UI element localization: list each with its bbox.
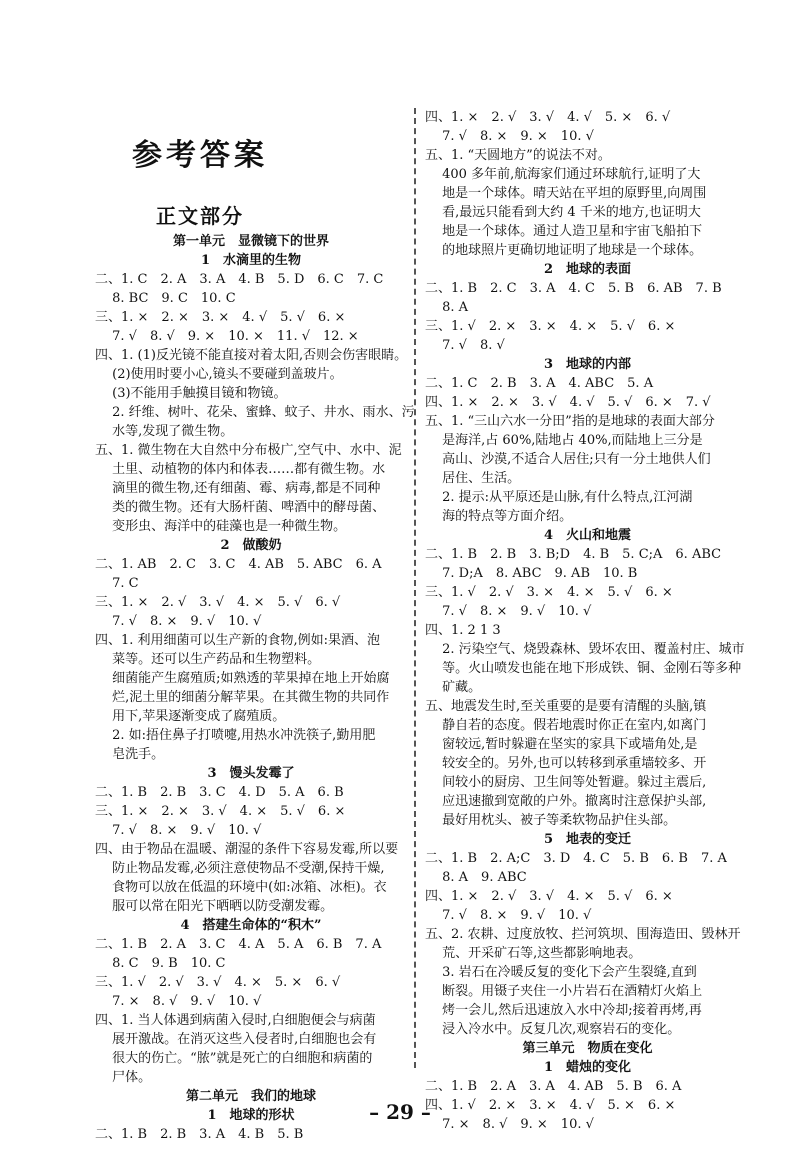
answer-line: 四、1. 利用细菌可以生产新的食物,例如:果酒、泡 bbox=[95, 633, 381, 648]
answer-line: 7. D;A 8. ABC 9. AB 10. B bbox=[425, 566, 638, 581]
answer-line: 2. 纤维、树叶、花朵、蜜蜂、蚊子、井水、雨水、污 bbox=[95, 405, 415, 420]
answer-line: 用下,苹果逐渐变成了腐殖质。 bbox=[95, 709, 286, 724]
answer-line: 间较小的厨房、卫生间等处暂避。躲过主震后, bbox=[425, 775, 707, 790]
answer-line: 皂洗手。 bbox=[95, 747, 165, 762]
answer-line: 高山、沙漠,不适合人居住;只有一分土地供人们 bbox=[425, 452, 711, 467]
answer-line: 7. × 8. √ 9. √ 10. √ bbox=[95, 994, 262, 1009]
answer-line: 二、1. B 2. B 3. A 4. B 5. B bbox=[95, 1127, 304, 1142]
page-title: 参考答案 bbox=[132, 138, 268, 173]
answer-line: 四、1. (1)反光镜不能直接对着太阳,否则会伤害眼睛。 bbox=[95, 348, 408, 363]
answer-line: 三、1. √ 2. √ 3. × 4. × 5. √ 6. × bbox=[425, 585, 673, 600]
lesson-heading: 1 水滴里的生物 bbox=[200, 253, 302, 268]
answer-line: (3)不能用手触摸目镜和物镜。 bbox=[95, 386, 287, 401]
answer-line: 防止物品发霉,必须注意使物品不受潮,保持干燥, bbox=[95, 861, 385, 876]
lesson-heading: 4 火山和地震 bbox=[543, 528, 632, 543]
right-column bbox=[425, 108, 750, 1134]
answer-line: 土里、动植物的体内和体表……都有微生物。水 bbox=[95, 462, 386, 477]
answer-line: 二、1. B 2. A 3. A 4. AB 5. B 6. A bbox=[425, 1079, 682, 1094]
answer-line: 三、1. × 2. × 3. × 4. √ 5. √ 6. × bbox=[95, 310, 346, 325]
lesson-heading: 5 地表的变迁 bbox=[543, 832, 632, 847]
answer-line: 矿藏。 bbox=[425, 680, 482, 695]
answer-line: 应迅速撤到宽敞的户外。撤离时注意保护头部, bbox=[425, 794, 707, 809]
answer-line: (2)使用时要小心,镜头不要碰到盖玻片。 bbox=[95, 367, 343, 382]
lesson-heading: 2 地球的表面 bbox=[543, 262, 632, 277]
answer-line: 四、由于物品在温暖、潮湿的条件下容易发霉,所以要 bbox=[95, 842, 399, 857]
answer-line: 2. 提示:从平原还是山脉,有什么特点,江河湖 bbox=[425, 490, 693, 505]
answer-line: 是海洋,占 60%,陆地占 40%,而陆地上三分是 bbox=[425, 433, 703, 448]
answer-line: 滴里的微生物,还有细菌、霉、病毒,都是不同种 bbox=[95, 481, 381, 496]
lesson-heading: 1 蜡烛的变化 bbox=[543, 1060, 632, 1075]
unit-heading: 第三单元 物质在变化 bbox=[522, 1041, 653, 1056]
answer-line: 7. √ 8. × 9. × 10. √ bbox=[425, 129, 594, 144]
answer-line: 服可以常在阳光下晒晒以防受潮发霉。 bbox=[95, 899, 334, 914]
column-divider bbox=[414, 108, 416, 1068]
answer-line: 8. A bbox=[425, 300, 469, 315]
lesson-heading: 2 做酸奶 bbox=[220, 538, 282, 553]
answer-line: 三、1. × 2. √ 3. √ 4. × 5. √ 6. √ bbox=[95, 595, 341, 610]
unit-heading: 第二单元 我们的地球 bbox=[185, 1089, 316, 1104]
answer-line: 二、1. B 2. B 3. B;D 4. B 5. C;A 6. ABC bbox=[425, 547, 722, 562]
answer-line: 变形虫、海洋中的硅藻也是一种微生物。 bbox=[95, 519, 347, 534]
answer-line: 最好用枕头、被子等柔软物品护住头部。 bbox=[425, 813, 677, 828]
answer-line: 等。火山喷发也能在地下形成铁、铜、金刚石等多种 bbox=[425, 661, 742, 676]
answer-line: 二、1. AB 2. C 3. C 4. AB 5. ABC 6. A bbox=[95, 557, 382, 572]
answer-line: 3. 岩石在冷暖反复的变化下会产生裂缝,直到 bbox=[425, 965, 697, 980]
answer-line: 三、1. √ 2. × 3. × 4. × 5. √ 6. × bbox=[425, 319, 676, 334]
answer-line: 二、1. C 2. B 3. A 4. ABC 5. A bbox=[425, 376, 654, 391]
answer-line: 看,最远只能看到大约 4 千米的地方,也证明大 bbox=[425, 205, 701, 220]
answer-line: 二、1. B 2. B 3. C 4. D 5. A 6. B bbox=[95, 785, 344, 800]
answer-line: 五、地震发生时,至关重要的是要有清醒的头脑,镇 bbox=[425, 699, 707, 714]
lesson-heading: 3 地球的内部 bbox=[543, 357, 632, 372]
answer-line: 细菌能产生腐殖质;如熟透的苹果掉在地上开始腐 bbox=[95, 671, 390, 686]
answer-line: 8. A 9. ABC bbox=[425, 870, 527, 885]
answer-line: 四、1. 当人体遇到病菌入侵时,白细胞便会与病菌 bbox=[95, 1013, 376, 1028]
answer-line: 2. 如:捂住鼻子打喷嚏,用热水冲洗筷子,勤用肥 bbox=[95, 728, 376, 743]
answer-line: 展开激战。在消灭这些入侵者时,白细胞也会有 bbox=[95, 1032, 377, 1047]
answer-line: 7. √ 8. √ bbox=[425, 338, 505, 353]
answer-line: 四、1. × 2. √ 3. √ 4. √ 5. × 6. √ bbox=[425, 110, 671, 125]
answer-line: 断裂。用镊子夹住一小片岩石在酒精灯火焰上 bbox=[425, 984, 703, 999]
answer-line: 7. × 8. √ 9. × 10. √ bbox=[425, 1117, 594, 1132]
answer-line: 7. C bbox=[95, 576, 139, 591]
answer-line: 窗较远,暂时躲避在坚实的家具下或墙角处,是 bbox=[425, 737, 698, 752]
answer-line: 四、1. × 2. √ 3. √ 4. × 5. √ 6. × bbox=[425, 889, 673, 904]
answer-line: 很大的伤亡。“脓”就是死亡的白细胞和病菌的 bbox=[95, 1051, 373, 1066]
answer-line: 的地球照片更确切地证明了地球是一个球体。 bbox=[425, 243, 703, 258]
left-column bbox=[95, 232, 415, 1144]
answer-line: 四、1. √ 2. × 3. × 4. √ 5. × 6. × bbox=[425, 1098, 676, 1113]
answer-line: 二、1. B 2. A 3. C 4. A 5. A 6. B 7. A bbox=[95, 937, 382, 952]
answer-line: 二、1. B 2. A;C 3. D 4. C 5. B 6. B 7. A bbox=[425, 851, 727, 866]
answer-line: 地是一个球体。晴天站在平坦的原野里,向周围 bbox=[425, 186, 707, 201]
answer-line: 三、1. √ 2. √ 3. √ 4. × 5. × 6. √ bbox=[95, 975, 341, 990]
answer-line: 荒、开采矿石等,这些都影响地表。 bbox=[425, 946, 642, 961]
page-number: – 29 – bbox=[369, 1100, 431, 1124]
answer-line: 2. 污染空气、烧毁森林、毁坏农田、覆盖村庄、城市 bbox=[425, 642, 745, 657]
answer-line: 8. BC 9. C 10. C bbox=[95, 291, 236, 306]
unit-heading: 第一单元 显微镜下的世界 bbox=[172, 234, 329, 249]
lesson-heading: 3 馒头发霉了 bbox=[207, 766, 295, 781]
answer-line: 地是一个球体。通过人造卫星和宇宙飞船拍下 bbox=[425, 224, 703, 239]
answer-line: 五、1. “天圆地方”的说法不对。 bbox=[425, 148, 611, 163]
answer-line: 菜等。还可以生产药品和生物塑料。 bbox=[95, 652, 321, 667]
answer-line: 400 多年前,航海家们通过环球航行,证明了大 bbox=[425, 167, 701, 182]
answer-line: 水等,发现了微生物。 bbox=[95, 424, 234, 439]
answer-line: 五、1. “三山六水一分田”指的是地球的表面大部分 bbox=[425, 414, 715, 429]
answer-line: 7. √ 8. × 9. √ 10. √ bbox=[95, 823, 262, 838]
answer-line: 静自若的态度。假若地震时你正在室内,如离门 bbox=[425, 718, 707, 733]
answer-line: 海的特点等方面介绍。 bbox=[425, 509, 573, 524]
answer-line: 居住、生活。 bbox=[425, 471, 521, 486]
answer-line: 四、1. 2 1 3 bbox=[425, 623, 501, 638]
answer-line: 7. √ 8. × 9. √ 10. √ bbox=[425, 604, 592, 619]
answer-line: 浸入冷水中。反复几次,观察岩石的变化。 bbox=[425, 1022, 681, 1037]
section-title: 正文部分 bbox=[156, 204, 244, 228]
answer-line: 五、1. 微生物在大自然中分布极广,空气中、水中、泥 bbox=[95, 443, 402, 458]
answer-line: 二、1. C 2. A 3. A 4. B 5. D 6. C 7. C bbox=[95, 272, 384, 287]
answer-line: 类的微生物。还有大肠杆菌、啤酒中的酵母菌、 bbox=[95, 500, 386, 515]
answer-line: 7. √ 8. × 9. √ 10. √ bbox=[425, 908, 592, 923]
answer-line: 烤一会儿,然后迅速放入水中冷却;接着再烤,再 bbox=[425, 1003, 702, 1018]
answer-line: 尸体。 bbox=[95, 1070, 152, 1085]
answer-line: 7. √ 8. × 9. √ 10. √ bbox=[95, 614, 262, 629]
answer-line: 三、1. × 2. × 3. √ 4. × 5. √ 6. × bbox=[95, 804, 346, 819]
lesson-heading: 1 地球的形状 bbox=[207, 1108, 295, 1123]
answer-line: 较安全的。另外,也可以转移到承重墙较多、开 bbox=[425, 756, 707, 771]
answer-line: 7. √ 8. √ 9. × 10. × 11. √ 12. × bbox=[95, 329, 359, 344]
answer-line: 食物可以放在低温的环境中(如:冰箱、冰柜)。衣 bbox=[95, 880, 387, 895]
lesson-heading: 4 搭建生命体的“积木” bbox=[180, 918, 322, 933]
answer-line: 8. C 9. B 10. C bbox=[95, 956, 226, 971]
answer-line: 四、1. × 2. × 3. √ 4. √ 5. √ 6. × 7. √ bbox=[425, 395, 711, 410]
answer-line: 二、1. B 2. C 3. A 4. C 5. B 6. AB 7. B bbox=[425, 281, 722, 296]
answer-line: 五、2. 农耕、过度放牧、拦河筑坝、围海造田、毁林开 bbox=[425, 927, 741, 942]
answer-line: 烂,泥土里的细菌分解苹果。在其微生物的共同作 bbox=[95, 690, 390, 705]
